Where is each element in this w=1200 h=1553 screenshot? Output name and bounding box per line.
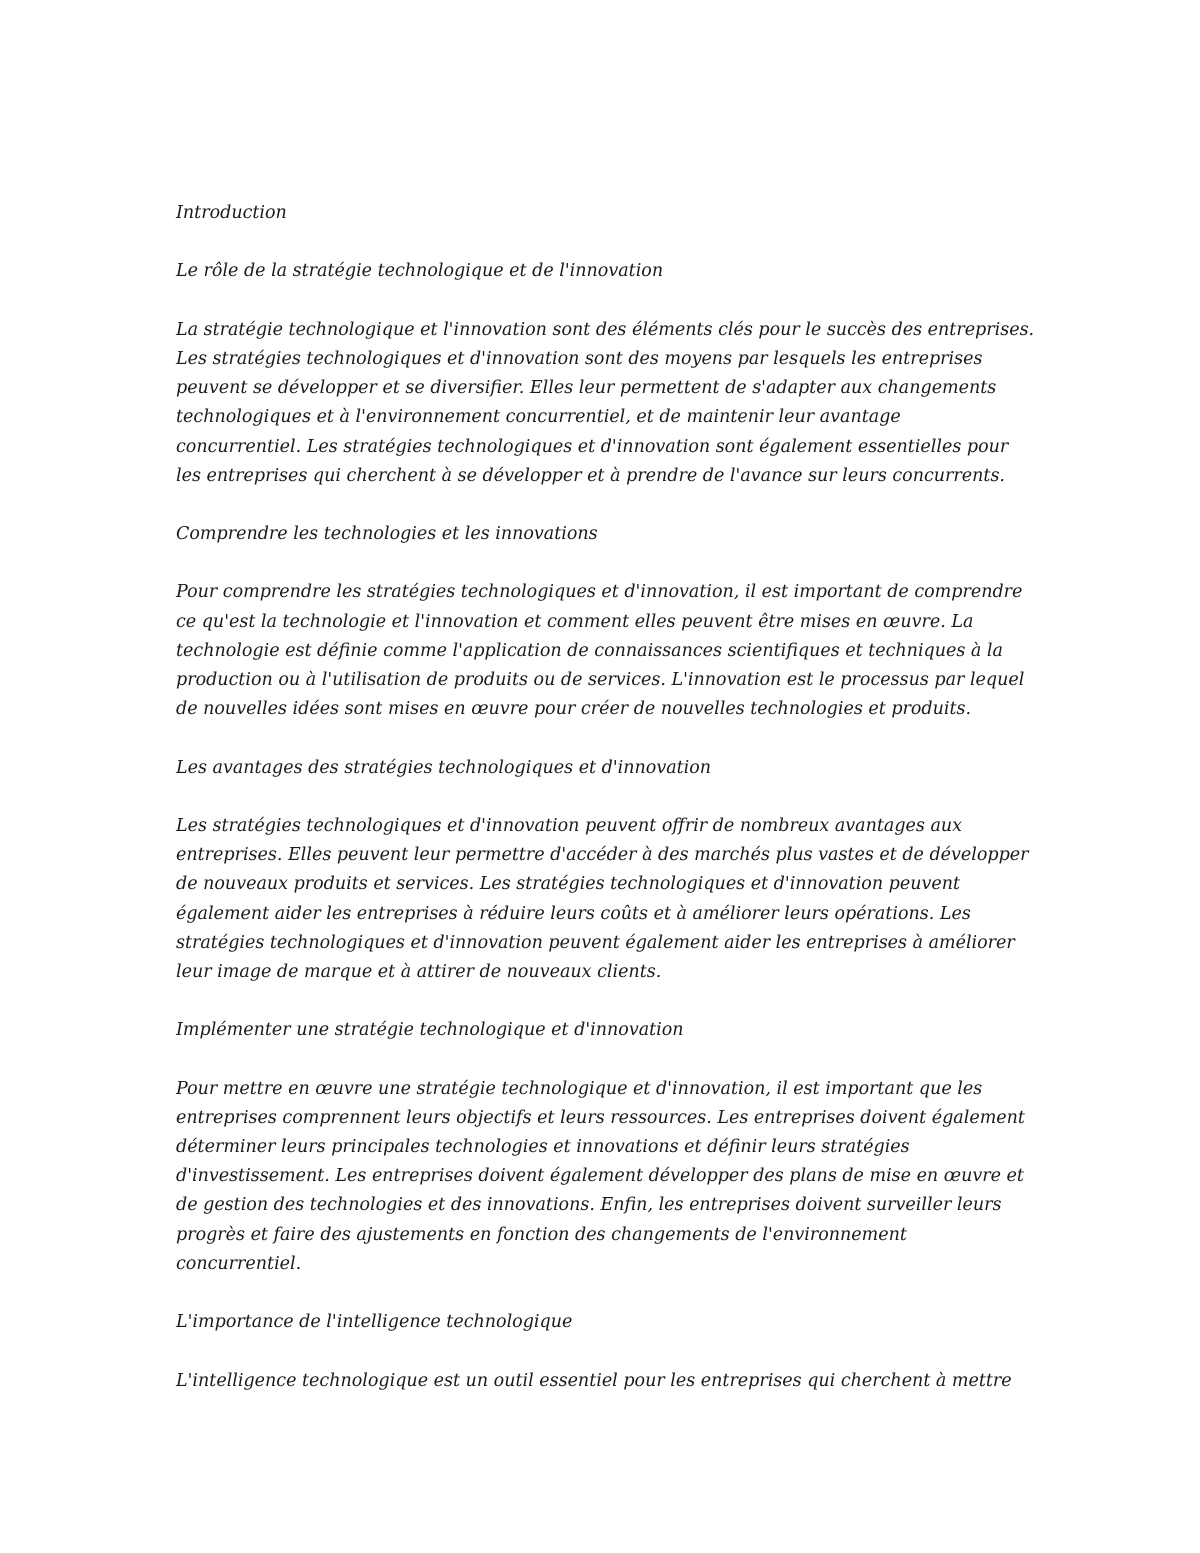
paragraph-line: progrès et faire des ajustements en fonction des changements de l'environnement xyxy=(176,1224,907,1245)
document-page xyxy=(176,199,1036,1425)
paragraph-line: peuvent se développer et se diversifier. Elles leur permettent de s'adapter aux changements xyxy=(176,378,997,399)
section-heading xyxy=(176,754,1036,783)
section-heading xyxy=(176,199,1036,228)
paragraph-line: également aider les entreprises à réduire leurs coûts et à améliorer leurs opérations. Les xyxy=(176,903,971,924)
paragraph-line: Les stratégies technologiques et d'innovation sont des moyens par lesquels les entreprises xyxy=(176,348,983,369)
heading-text: Introduction xyxy=(176,203,287,223)
body-paragraph xyxy=(176,316,1036,491)
heading-text: L'importance de l'intelligence technologique xyxy=(176,1312,573,1333)
paragraph-line: entreprises comprennent leurs objectifs et leurs ressources. Les entreprises doivent également xyxy=(176,1107,1025,1128)
paragraph-line: La stratégie technologique et l'innovation sont des éléments clés pour le succès des entreprises. xyxy=(176,319,1035,340)
paragraph-line: Les stratégies technologiques et d'innovation peuvent offrir de nombreux avantages aux xyxy=(176,815,963,836)
paragraph-line: déterminer leurs principales technologies et innovations et définir leurs stratégies xyxy=(176,1137,910,1157)
body-paragraph xyxy=(176,1075,1036,1279)
paragraph-line: technologie est définie comme l'application de connaissances scientifiques et techniques à la xyxy=(176,640,1003,661)
paragraph-line: entreprises. Elles peuvent leur permettre d'accéder à des marchés plus vastes et de développer xyxy=(176,845,1029,866)
paragraph-line: L'intelligence technologique est un outil essentiel pour les entreprises qui cherchent à mettre xyxy=(176,1370,1012,1391)
paragraph-line: production ou à l'utilisation de produits ou de services. L'innovation est le processus par lequel xyxy=(176,670,1025,690)
paragraph-line: technologiques et à l'environnement concurrentiel, et de maintenir leur avantage xyxy=(176,407,901,428)
paragraph-line: de gestion des technologies et des innovations. Enfin, les entreprises doivent surveiller leurs xyxy=(176,1195,1002,1216)
heading-text: Comprendre les technologies et les innovations xyxy=(176,524,598,545)
heading-text: Le rôle de la stratégie technologique et de l'innovation xyxy=(176,261,664,282)
paragraph-line: leur image de marque et à attirer de nouveaux clients. xyxy=(176,961,662,982)
paragraph-line: les entreprises qui cherchent à se développer et à prendre de l'avance sur leurs concurrents. xyxy=(176,465,1005,486)
body-paragraph xyxy=(176,1367,1036,1396)
paragraph-line: ce qu'est la technologie et l'innovation et comment elles peuvent être mises en œuvre. La xyxy=(176,611,974,632)
paragraph-line: Pour mettre en œuvre une stratégie technologique et d'innovation, il est important que les xyxy=(176,1078,983,1099)
paragraph-line: stratégies technologiques et d'innovation peuvent également aider les entreprises à améliorer xyxy=(176,932,1015,953)
paragraph-line: concurrentiel. xyxy=(176,1253,302,1274)
paragraph-line: de nouvelles idées sont mises en œuvre pour créer de nouvelles technologies et produits. xyxy=(176,699,972,720)
body-paragraph xyxy=(176,578,1036,724)
paragraph-line: d'investissement. Les entreprises doivent également développer des plans de mise en œuvre et xyxy=(176,1166,1024,1187)
heading-text: Les avantages des stratégies technologiques et d'innovation xyxy=(176,757,712,778)
paragraph-line: Pour comprendre les stratégies technologiques et d'innovation, il est important de comprendre xyxy=(176,582,1023,603)
body-paragraph xyxy=(176,812,1036,987)
heading-text: Implémenter une stratégie technologique et d'innovation xyxy=(176,1020,684,1041)
paragraph-line: concurrentiel. Les stratégies technologiques et d'innovation sont également essentielles pour xyxy=(176,436,1009,457)
section-heading xyxy=(176,257,1036,286)
section-heading xyxy=(176,520,1036,549)
section-heading xyxy=(176,1016,1036,1045)
section-heading xyxy=(176,1308,1036,1337)
paragraph-line: de nouveaux produits et services. Les stratégies technologiques et d'innovation peuvent xyxy=(176,874,961,895)
